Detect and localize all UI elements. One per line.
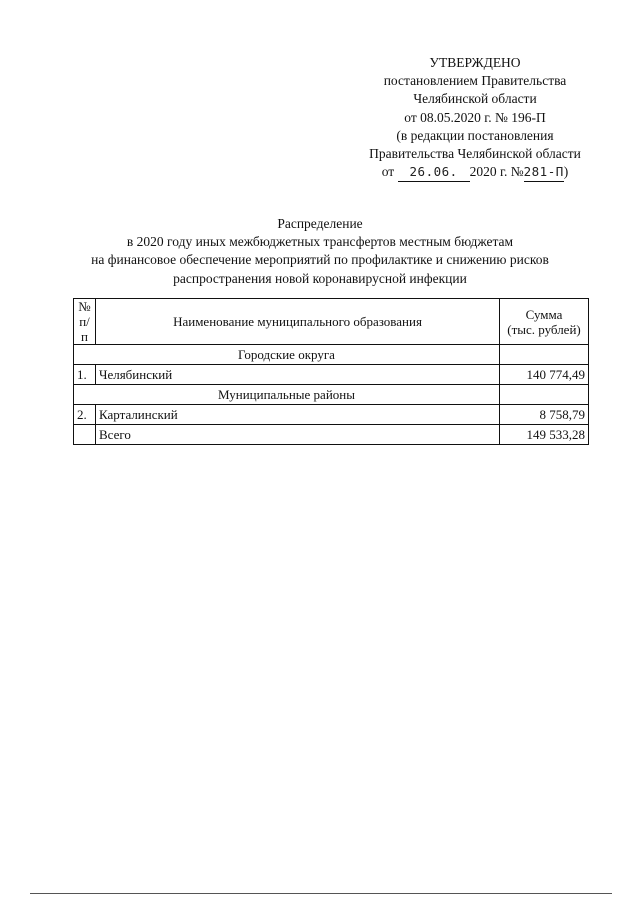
approval-line-2: Челябинской области	[413, 91, 537, 107]
table-row	[74, 365, 589, 385]
total-row	[74, 425, 589, 445]
amendment-number: 281-П	[523, 164, 564, 180]
header-name: Наименование муниципального образования	[96, 299, 500, 345]
table-header-row	[74, 299, 589, 345]
total-sum: 149 533,28	[500, 425, 589, 445]
amendment-date-field	[398, 163, 470, 182]
title-line-1: Распределение	[277, 216, 363, 231]
approval-line-1: постановлением Правительства	[383, 73, 567, 89]
distribution-table	[73, 298, 589, 445]
total-label: Всего	[96, 425, 500, 445]
amendment-from-prefix: от	[381, 164, 395, 180]
footer-rule	[30, 893, 612, 894]
group-label-urban-districts: Городские округа	[74, 345, 500, 365]
amendment-closing-paren: )	[563, 164, 569, 180]
title-line-3: на финансовое обеспечение мероприятий по профилактике и снижению рисков	[91, 252, 549, 268]
document-title	[0, 215, 640, 288]
row-sum: 8 758,79	[500, 405, 589, 425]
approval-heading: УТВЕРЖДЕНО	[429, 55, 521, 70]
row-name: Челябинский	[96, 365, 500, 385]
amendment-year: 2020 г. №	[469, 164, 524, 180]
row-name: Карталинский	[96, 405, 500, 425]
approval-line-5: Правительства Челябинской области	[369, 146, 581, 162]
row-number: 2.	[74, 405, 96, 425]
group-row-urban-districts	[74, 345, 589, 365]
header-sum	[500, 299, 589, 345]
group-label-municipal-districts: Муниципальные районы	[74, 385, 500, 405]
total-number-empty	[74, 425, 96, 445]
header-number-line-1: №	[78, 299, 91, 314]
approval-line-3: от 08.05.2020 г. № 196-П	[404, 109, 546, 125]
approval-line-4: (в редакции постановления	[396, 127, 554, 143]
group-sum-empty	[500, 385, 589, 405]
row-sum: 140 774,49	[500, 365, 589, 385]
amendment-date: 26.06.	[409, 164, 458, 180]
header-sum-line-1: Сумма	[525, 306, 563, 322]
group-row-municipal-districts	[74, 385, 589, 405]
approval-block	[340, 54, 610, 182]
table-row	[74, 405, 589, 425]
title-line-4: распространения новой коронавирусной инфекции	[173, 270, 467, 286]
amendment-number-field	[524, 163, 564, 182]
group-sum-empty	[500, 345, 589, 365]
header-number-line-2: п/п	[79, 314, 90, 344]
approval-amendment-line	[340, 163, 610, 182]
row-number: 1.	[74, 365, 96, 385]
header-number	[74, 299, 96, 345]
title-line-2: в 2020 году иных межбюджетных трансфертов местным бюджетам	[126, 234, 514, 250]
header-sum-line-2: (тыс. рублей)	[507, 321, 581, 337]
